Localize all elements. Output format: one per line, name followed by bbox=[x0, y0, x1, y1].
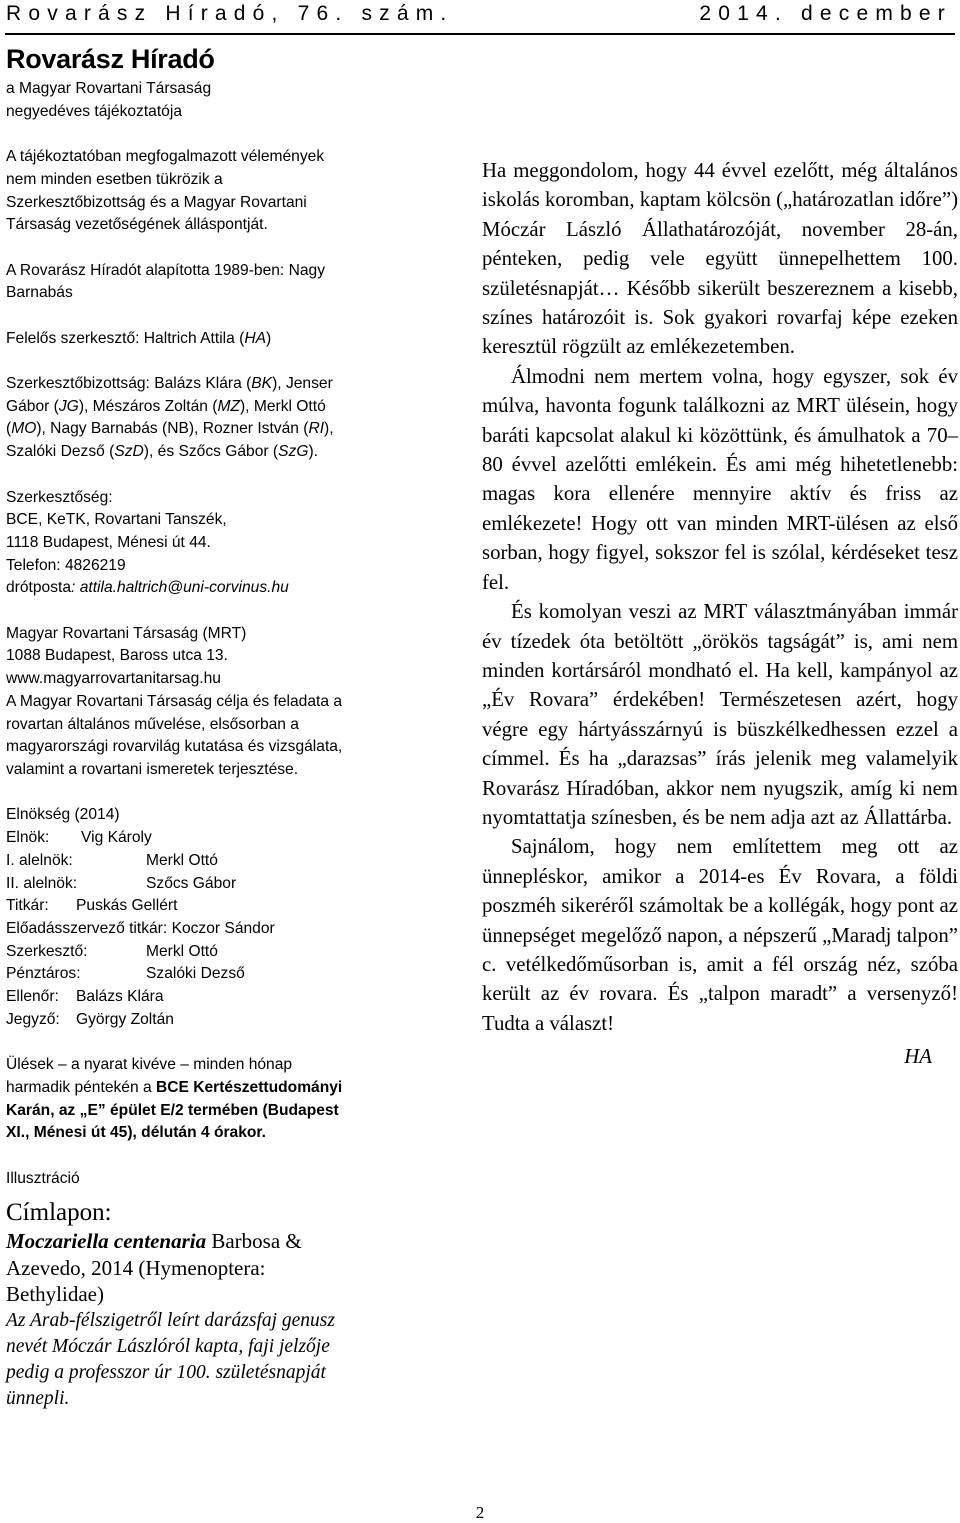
officer-row: Elnök: Vig Károly bbox=[6, 829, 152, 847]
editorial-paragraph-2: Álmodni nem mertem volna, hogy egyszer, sok év múlva, havonta fogunk találkozni az MRT ülésein, hogy baráti kapcsolat alakul ki közöttünk, és ámulhatok a 70–80 évvel azelőtti emlékein. És ami még hihetetlenebb: magas kora ellenére mennyire aktív és friss az emlékezete! Hogy ott van minden MRT-ülésen az első sorban, hogy figyel, sokszor fel is szólal, kérdéseket tesz fel. bbox=[482, 364, 958, 594]
cover-description: Az Arab-félszigetről leírt darázsfaj genusz nevét Móczár Lászlóról kapta, faji jelzője pedig a professzor úr 100. születésnapját ünnepli. bbox=[6, 1309, 335, 1409]
editorial-paragraph-3: És komolyan veszi az MRT választmányában immár év tízedek óta betöltött „örökös tagságát” is, ami nem minden kortársáról mondható el. Ha kell, kampányol az „Év Rovara” érdekében! Természetesen azért, hogy végre egy hártyásszárnyú is büszkélkedhessen ezzel a címmel. És ha „darazsas” írás jelenik meg valamelyik Rovarász Híradóban, akkor nem nyugszik, amíg ki nem nyomtattatja színesben, és be nem adja azt az Állattárba. bbox=[482, 600, 958, 829]
office-line-2: 1118 Budapest, Ménesi út 44. bbox=[6, 533, 211, 551]
editor-in-chief: Felelős szerkesztő: Haltrich Attila (HA) bbox=[6, 329, 272, 347]
left-column bbox=[6, 40, 346, 1412]
officer-row: Pénztáros: Szalóki Dezső bbox=[6, 965, 245, 983]
office-line-1: BCE, KeTK, Rovartani Tanszék, bbox=[6, 511, 227, 529]
mrt-website[interactable]: www.magyarrovartanitarsag.hu bbox=[6, 670, 221, 688]
cover-label: Címlapon: bbox=[6, 1199, 112, 1227]
running-header-title: Rovarász Híradó, 76. szám. bbox=[6, 2, 454, 25]
email-link[interactable]: : attila.haltrich@uni-corvinus.hu bbox=[71, 579, 289, 597]
officer-row: Szerkesztő: Merkl Ottó bbox=[6, 942, 218, 960]
office-label: Szerkesztőség: bbox=[6, 488, 113, 506]
officer-row: II. alelnök: Szőcs Gábor bbox=[6, 874, 237, 892]
editorial-signature: HA bbox=[904, 1045, 932, 1069]
editorial-paragraph-4: Sajnálom, hogy nem említettem meg ott az ünnepléskor, amikor a 2014-es Év Rovara, a földi poszméh sikeréről számoltak be a kollégák, hogy pont az ünnepséget megelőző napon, a népszerű „Maradj talpon” c. vetélkedőműsorban is, amit a fél ország néz, szóba került az év rovara. És „talpon maradt” a versenyző! Tudta a választ! bbox=[482, 835, 958, 1035]
masthead-subtitle-2: negyedéves tájékoztatója bbox=[6, 102, 182, 120]
mrt-address: 1088 Budapest, Baross utca 13. bbox=[6, 647, 228, 665]
editorial-board: Szerkesztőbizottság: Balázs Klára (BK), Jenser Gábor (JG), Mészáros Zoltán (MZ), Merkl Ottó (MO), Nagy Barnabás (NB), Rozner István (RI), Szalóki Dezső (SzD), és Szőcs Gábor (SzG). bbox=[6, 375, 334, 461]
mrt-name: Magyar Rovartani Társaság (MRT) bbox=[6, 624, 247, 642]
editorial-paragraph-1: Ha meggondolom, hogy 44 évvel ezelőtt, még általános iskolás koromban, kaptam kölcsön („határozatlan időre”) Móczár László Állathatározóját, november 28-án, pénteken, pedig vele együtt ünnepelhettem 100. születésnapját… Később sikerült beszereznem a kisebb, színes határozóit is. Sok gyakori rovarfaj képe ezeken keresztül rögzült az emlékezetemben. bbox=[482, 159, 958, 359]
board-2014-title: Elnökség (2014) bbox=[6, 806, 120, 824]
masthead-title: Rovarász Híradó bbox=[6, 44, 215, 74]
masthead-subtitle-1: a Magyar Rovartani Társaság bbox=[6, 80, 212, 97]
mrt-goal: A Magyar Rovartani Társaság célja és feladata a rovartan általános művelése, elsősorban a magyarországi rovarvilág kutatása és vizsgálata, valamint a rovartani ismeretek terjesztése. bbox=[6, 692, 343, 778]
officer-row: Titkár: Puskás Gellért bbox=[6, 897, 178, 915]
disclaimer: A tájékoztatóban megfogalmazott vélemények nem minden esetben tükrözik a Szerkesztőbizottság és a Magyar Rovartani Társaság vezetőségének álláspontját. bbox=[6, 148, 325, 234]
officer-row: I. alelnök: Merkl Ottó bbox=[6, 851, 218, 869]
cover-species: Moczariella centenaria Barbosa & Azevedo, 2014 (Hymenoptera: Bethylidae) bbox=[6, 1229, 302, 1307]
cover-caption bbox=[6, 1198, 346, 1412]
officer-row: Ellenőr: Balázs Klára bbox=[6, 988, 164, 1006]
page-number: 2 bbox=[475, 1503, 485, 1522]
email: drótposta: attila.haltrich@uni-corvinus.hu bbox=[6, 579, 289, 597]
running-header-date: 2014. december bbox=[699, 2, 952, 25]
meetings-info: Ülések – a nyarat kivéve – minden hónap harmadik péntekén a BCE Kertészettudományi Karán, az „E” épület E/2 termében (Budapest XI., Ménesi út 45), délután 4 órakor. bbox=[6, 1056, 343, 1142]
officers-list bbox=[6, 827, 346, 1031]
founded-note: A Rovarász Híradót alapította 1989-ben: Nagy Barnabás bbox=[6, 261, 325, 302]
officer-row: Előadásszervező titkár: Koczor Sándor bbox=[6, 919, 275, 937]
illustration-label: Illusztráció bbox=[6, 1169, 80, 1187]
officer-row: Jegyző: György Zoltán bbox=[6, 1010, 174, 1028]
editorial-column bbox=[482, 156, 958, 1072]
header-rule bbox=[5, 33, 955, 35]
phone: Telefon: 4826219 bbox=[6, 556, 126, 574]
